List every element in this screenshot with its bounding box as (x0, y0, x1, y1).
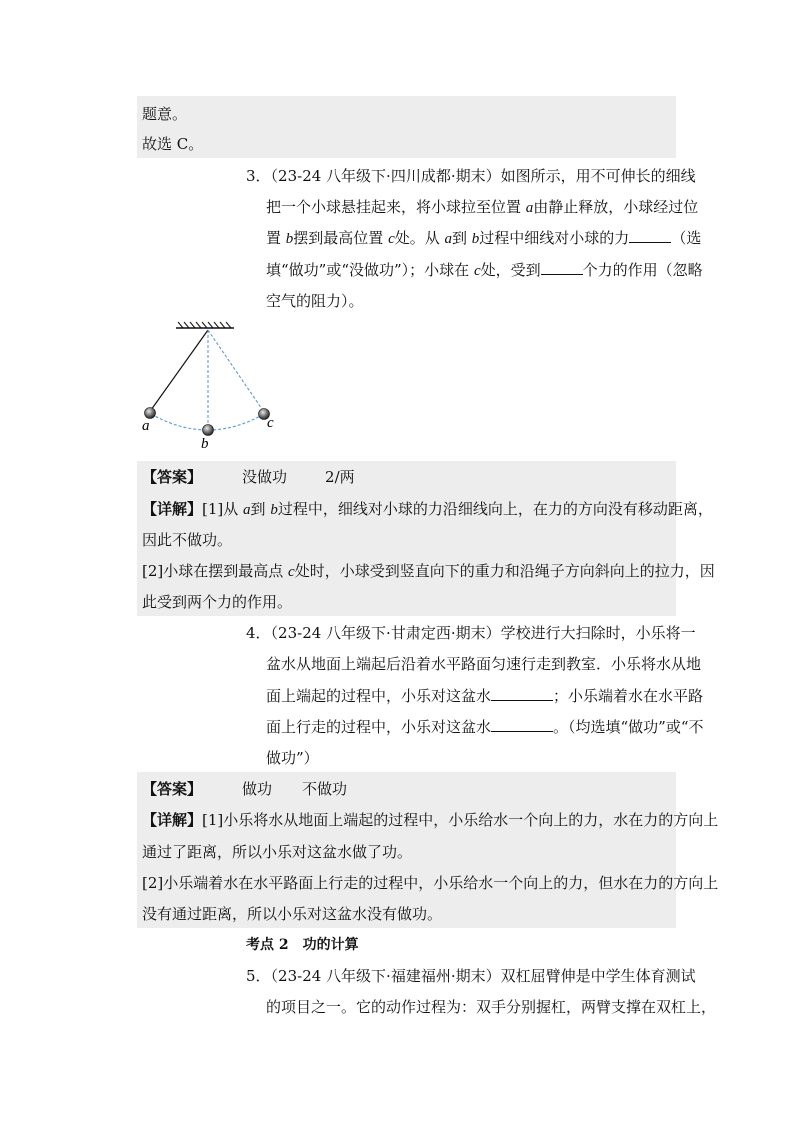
question-5-line-1: 5．（23-24 八年级下·福建福州·期末）双杠屈臂伸是中学生体育测试 (246, 967, 696, 985)
detail-4-line-4: 没有通过距离，所以小乐对这盆水没有做功。 (142, 905, 443, 923)
prev-solution-line-2: 故选 C。 (142, 135, 204, 153)
question-3-text: 如图所示，用不可伸长的细线 (500, 167, 696, 185)
detail-3-line-2: 因此不做功。 (142, 531, 233, 549)
question-4-number: 4． (246, 624, 271, 642)
detail-tag: 【详解】 (142, 811, 203, 829)
answer-3-1: 没做功 (242, 468, 288, 486)
prev-solution-background (137, 96, 676, 158)
string-to-a (151, 330, 208, 410)
answer-4-1: 做功 (242, 780, 273, 798)
section-heading: 考点 2 功的计算 (246, 937, 359, 953)
label-b: b (201, 436, 209, 452)
question-5-number: 5． (246, 967, 271, 985)
answer-tag: 【答案】 (142, 780, 203, 798)
question-5-line-2: 的项目之一。它的动作过程为：双手分别握杠，两臂支撑在双杠上， (266, 998, 717, 1016)
answer-3-line (142, 467, 355, 487)
detail-3-line-3: [2]小球在摆到最高点 c处时，小球受到竖直向下的重力和沿绳子方向斜向上的拉力，因 (142, 562, 715, 580)
answer-blank-3-2 (541, 260, 583, 275)
question-3-line-2: 把一个小球悬挂起来，将小球拉至位置 a由静止释放，小球经过位 (266, 198, 699, 216)
question-3-line-3: 置 b摆到最高位置 c处。从 a到 b过程中细线对小球的力 （选 (266, 229, 702, 247)
dashed-string-to-c (208, 330, 264, 412)
question-4-source: （23-24 八年级下·甘肃定西·期末） (270, 624, 501, 642)
label-a: a (142, 418, 150, 434)
ball-a (145, 408, 156, 419)
question-3-line-4: 填“做功”或“没做功”）；小球在 c处，受到 个力的作用（忽略 (266, 261, 703, 279)
ball-b (203, 425, 214, 436)
question-3-line-5: 空气的阻力）。 (266, 292, 364, 310)
detail-tag: 【详解】 (142, 500, 203, 518)
question-4-line-4: 面上行走的过程中，小乐对这盆水 。（均选填“做功”或“不 (266, 718, 704, 736)
detail-4-line-2: 通过了距离，所以小乐对这盆水做了功。 (142, 843, 413, 861)
answer-blank-3-1 (629, 228, 671, 243)
question-3-number: 3． (246, 167, 271, 185)
answer-4-line (142, 779, 347, 799)
answer-blank-4-1 (491, 686, 553, 701)
prev-solution-line-1: 题意。 (142, 105, 188, 123)
question-4-line-2: 盆水从地面上端起后沿着水平路面匀速行走到教室．小乐将水从地 (266, 655, 702, 673)
answer-blank-4-2 (491, 717, 553, 732)
detail-4-line-1: 【详解】[1]小乐将水从地面上端起的过程中，小乐给水一个向上的力，水在力的方向上 (142, 811, 719, 829)
question-4-line-5: 做功”） (266, 749, 319, 767)
question-4-line-3: 面上端起的过程中，小乐对这盆水 ；小乐端着水在水平路 (266, 687, 704, 705)
detail-3-line-4: 此受到两个力的作用。 (142, 593, 293, 611)
label-c: c (267, 415, 274, 431)
pendulum-figure (130, 318, 290, 454)
answer-4-2: 不做功 (302, 780, 348, 798)
question-3-source: （23-24 八年级下·四川成都·期末） (270, 167, 501, 185)
detail-3-line-1: 【详解】[1]从 a到 b过程中，细线对小球的力沿细线向上，在力的方向没有移动距离， (142, 500, 713, 518)
detail-4-line-3: [2]小乐端着水在水平路面上行走的过程中，小乐给水一个向上的力，但水在力的方向上 (142, 874, 719, 892)
question-4-line-1: 4．（23-24 八年级下·甘肃定西·期末）学校进行大扫除时，小乐将一 (246, 624, 696, 642)
question-3-line-1 (246, 166, 696, 186)
question-5-source: （23-24 八年级下·福建福州·期末） (270, 967, 501, 985)
answer-3-2: 2/两 (325, 468, 355, 486)
ceiling-hatch (178, 322, 231, 328)
answer-tag: 【答案】 (142, 468, 203, 486)
